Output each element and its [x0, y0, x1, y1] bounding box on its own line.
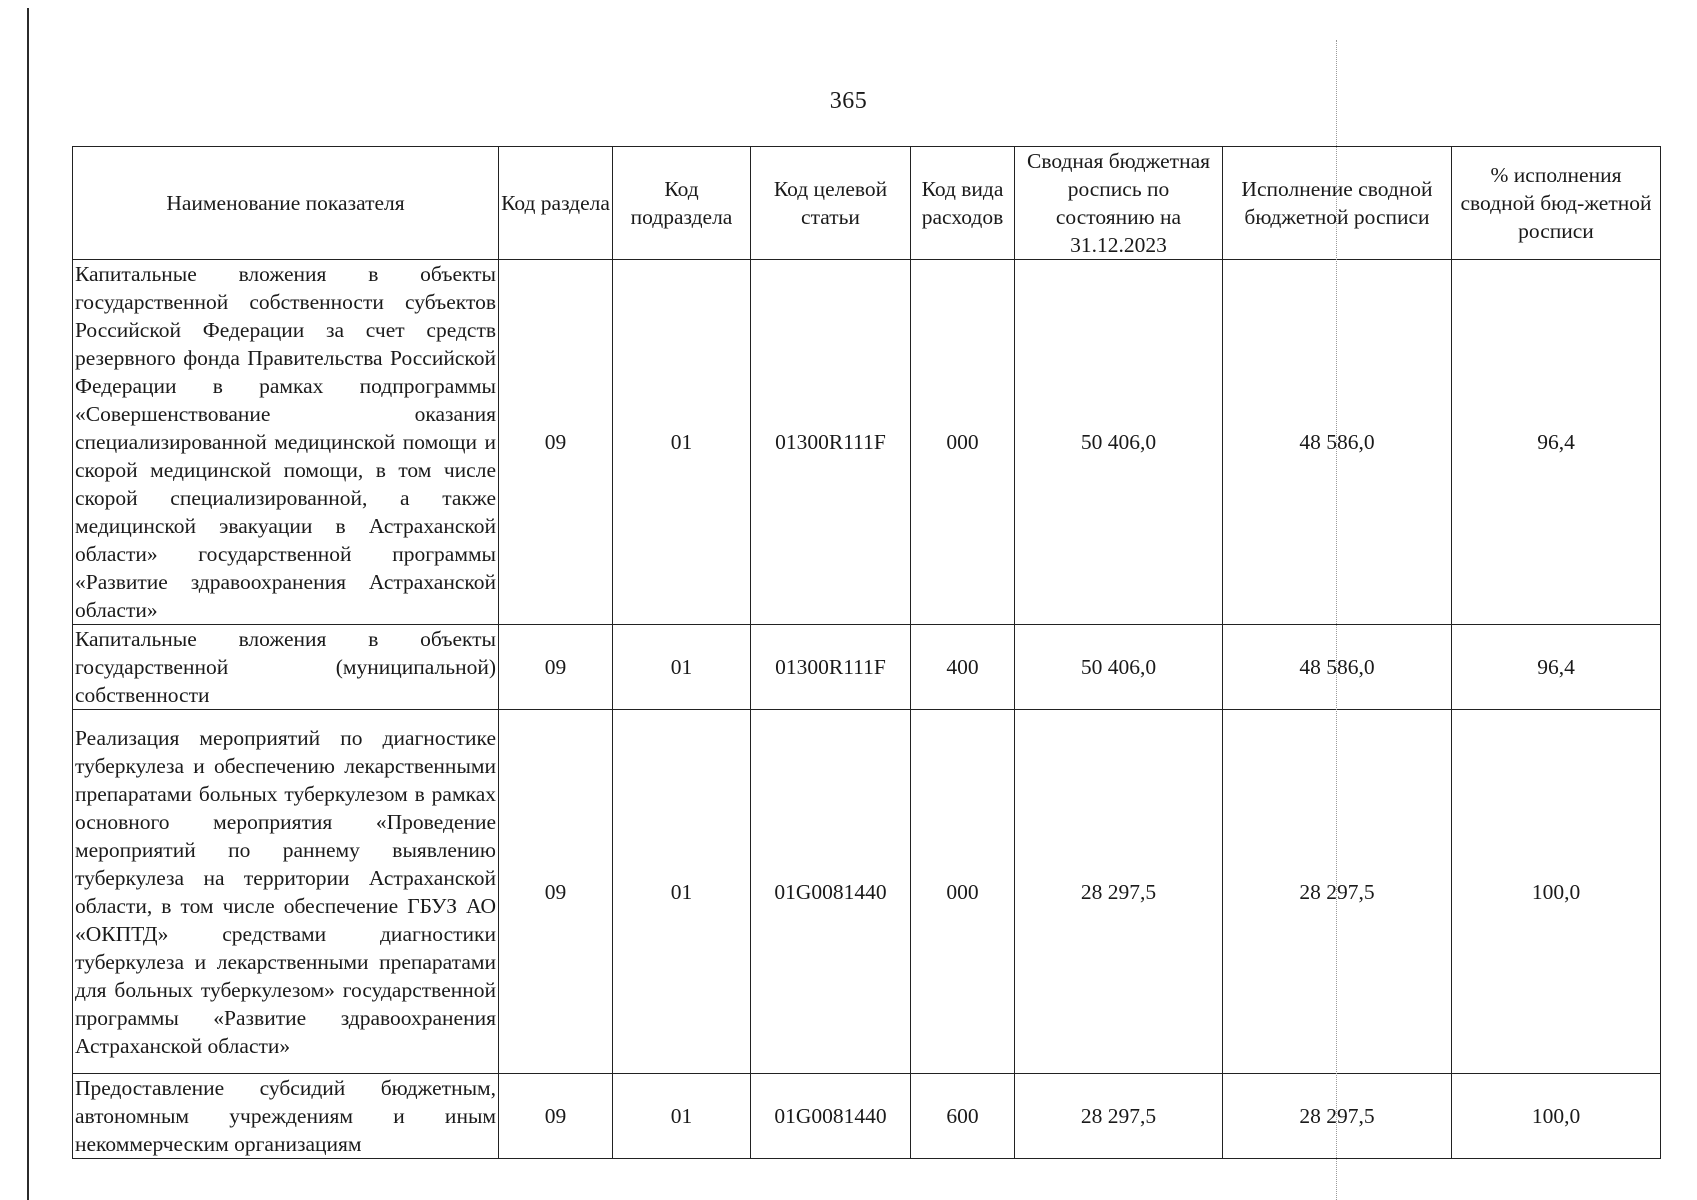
execution-percent-value: 100,0 — [1452, 710, 1661, 1074]
expense-type-code: 600 — [911, 1074, 1015, 1159]
header-consolidated-budget: Сводная бюджетная роспись по состоянию на 31.12.2023 — [1015, 147, 1223, 260]
expense-type-code: 000 — [911, 260, 1015, 625]
subsection-code: 01 — [613, 710, 751, 1074]
execution-percent-value: 100,0 — [1452, 1074, 1661, 1159]
budget-execution-value: 28 297,5 — [1223, 710, 1452, 1074]
budget-execution-value: 48 586,0 — [1223, 625, 1452, 710]
target-article-code: 01300R111F — [751, 625, 911, 710]
table-row — [73, 710, 1661, 1074]
expense-type-code: 000 — [911, 710, 1015, 1074]
consolidated-budget-value: 28 297,5 — [1015, 710, 1223, 1074]
consolidated-budget-value: 50 406,0 — [1015, 260, 1223, 625]
indicator-name: Реализация мероприятий по диагностике туберкулеза и обеспечению лекарственными препаратами больных туберкулезом в рамках основного мероприятия «Проведение мероприятий по раннему выявлению туберкулеза на территории Астраханской области, в том числе обеспечение ГБУЗ АО «ОКПТД» средствами диагностики туберкулеза и лекарственными препаратами для больных туберкулезом» государственной программы «Развитие здравоохранения Астраханской области» — [73, 710, 499, 1074]
subsection-code: 01 — [613, 625, 751, 710]
consolidated-budget-value: 50 406,0 — [1015, 625, 1223, 710]
header-expense-type-code: Код вида расходов — [911, 147, 1015, 260]
page-number: 365 — [829, 88, 868, 114]
indicator-name: Капитальные вложения в объекты государственной (муниципальной) собственности — [73, 625, 499, 710]
execution-percent-value: 96,4 — [1452, 260, 1661, 625]
section-code: 09 — [499, 625, 613, 710]
table-row — [73, 1074, 1661, 1159]
indicator-name: Предоставление субсидий бюджетным, автономным учреждениям и иным некоммерческим организациям — [73, 1074, 499, 1159]
table-row — [73, 625, 1661, 710]
header-indicator-name: Наименование показателя — [73, 147, 499, 260]
budget-execution-value: 48 586,0 — [1223, 260, 1452, 625]
target-article-code: 01300R111F — [751, 260, 911, 625]
table-row — [73, 260, 1661, 625]
budget-execution-value: 28 297,5 — [1223, 1074, 1452, 1159]
target-article-code: 01G0081440 — [751, 1074, 911, 1159]
scan-fold-line — [1336, 40, 1337, 1200]
table-header-row — [73, 147, 1661, 260]
subsection-code: 01 — [613, 1074, 751, 1159]
header-section-code: Код раздела — [499, 147, 613, 260]
scan-margin-line — [27, 8, 29, 1200]
consolidated-budget-value: 28 297,5 — [1015, 1074, 1223, 1159]
subsection-code: 01 — [613, 260, 751, 625]
section-code: 09 — [499, 710, 613, 1074]
target-article-code: 01G0081440 — [751, 710, 911, 1074]
header-subsection-code: Код подраздела — [613, 147, 751, 260]
section-code: 09 — [499, 260, 613, 625]
indicator-name: Капитальные вложения в объекты государственной собственности субъектов Российской Федерации за счет средств резервного фонда Правительства Российской Федерации в рамках подпрограммы «Совершенствование оказания специализированной медицинской помощи и скорой медицинской помощи, в том числе скорой специализированной, а также медицинской эвакуации в Астраханской области» государственной программы «Развитие здравоохранения Астраханской области» — [73, 260, 499, 625]
header-budget-execution: Исполнение сводной бюджетной росписи — [1223, 147, 1452, 260]
budget-execution-table — [72, 146, 1661, 1159]
execution-percent-value: 96,4 — [1452, 625, 1661, 710]
expense-type-code: 400 — [911, 625, 1015, 710]
header-target-article-code: Код целевой статьи — [751, 147, 911, 260]
section-code: 09 — [499, 1074, 613, 1159]
header-execution-percent: % исполнения сводной бюд-жетной росписи — [1452, 147, 1661, 260]
